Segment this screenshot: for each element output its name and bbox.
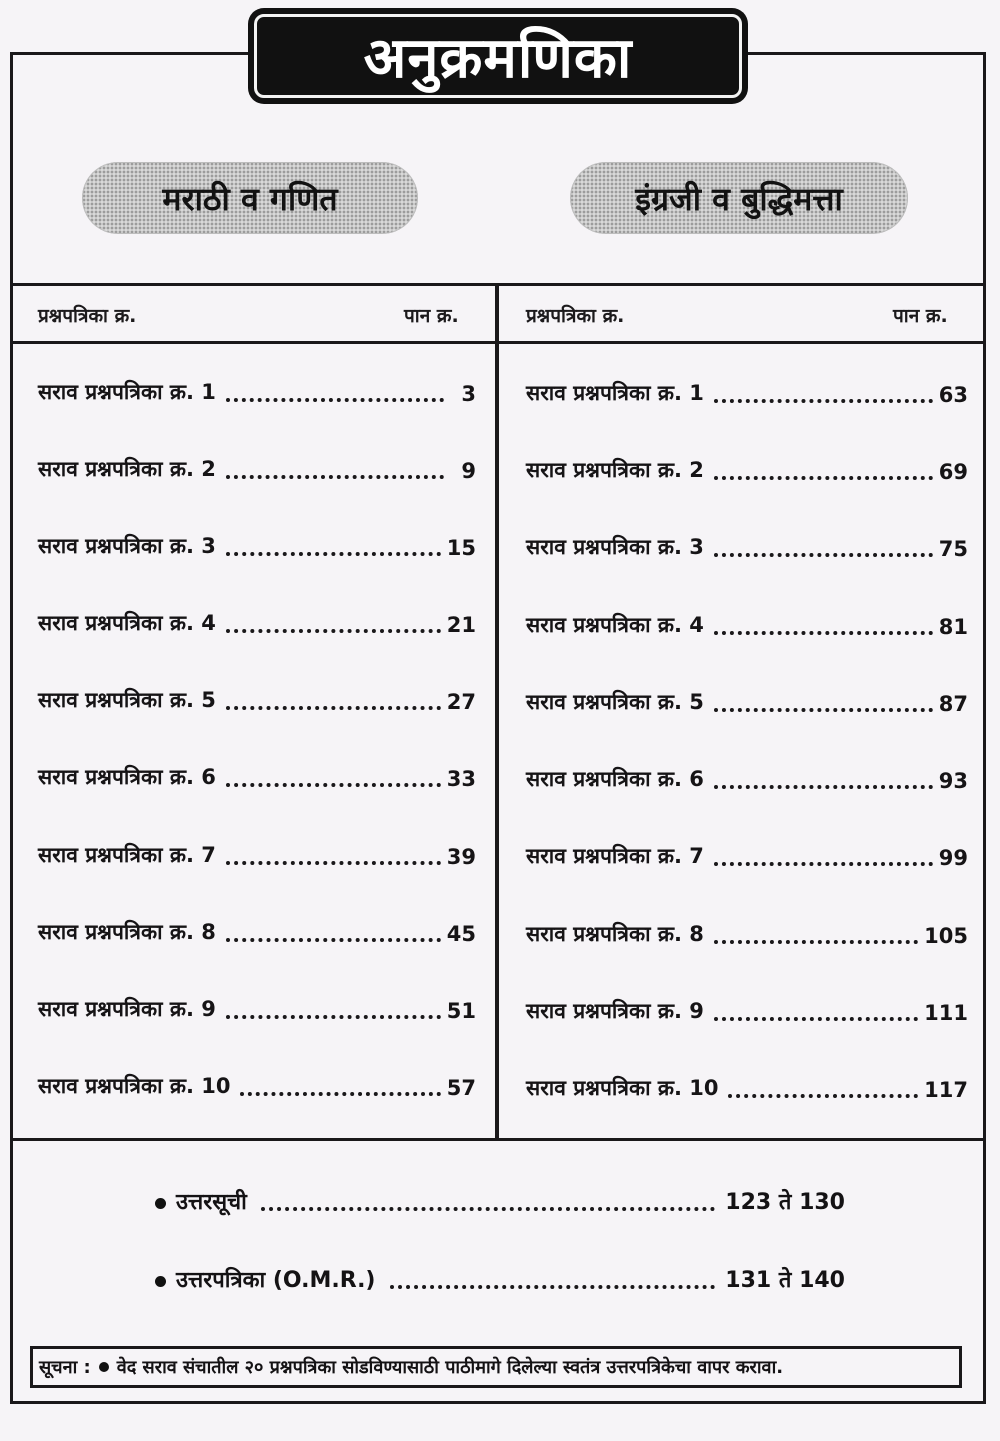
note-text: वेद सराव संचातील २० प्रश्नपत्रिका सोडविण्यासाठी पाठीमागे दिलेल्या स्वतंत्र उत्तरपत्रिकेचा वापर करावा. <box>116 1357 784 1378</box>
list-item: सराव प्रश्नपत्रिका क्र. 7 99 <box>526 844 968 870</box>
list-item: सराव प्रश्नपत्रिका क्र. 9 111 <box>526 999 968 1025</box>
right-col-label-header: प्रश्नपत्रिका क्र. <box>526 305 625 327</box>
list-item: सराव प्रश्नपत्रिका क्र. 10 117 <box>526 1076 968 1102</box>
note-prefix: सूचना : <box>39 1357 91 1378</box>
left-col-label-header: प्रश्नपत्रिका क्र. <box>38 305 137 327</box>
right-col-page-header: पान क्र. <box>893 305 948 327</box>
section-heading-marathi-math: मराठी व गणित <box>82 162 418 234</box>
column-divider <box>495 283 499 1141</box>
list-item: सराव प्रश्नपत्रिका क्र. 8 105 <box>526 922 968 948</box>
list-item: सराव प्रश्नपत्रिका क्र. 7 39 <box>38 843 476 869</box>
list-item: सराव प्रश्नपत्रिका क्र. 4 21 <box>38 611 476 637</box>
list-item: सराव प्रश्नपत्रिका क्र. 10 57 <box>38 1074 476 1100</box>
list-item: सराव प्रश्नपत्रिका क्र. 6 93 <box>526 767 968 793</box>
list-item: सराव प्रश्नपत्रिका क्र. 4 81 <box>526 613 968 639</box>
bullet-icon <box>99 1362 109 1372</box>
left-col-page-header: पान क्र. <box>404 305 459 327</box>
bullet-icon <box>155 1198 166 1209</box>
list-item: सराव प्रश्नपत्रिका क्र. 9 51 <box>38 997 476 1023</box>
list-item: सराव प्रश्नपत्रिका क्र. 6 33 <box>38 765 476 791</box>
answer-key-entry: उत्तरसूची 123 ते 130 <box>155 1186 845 1216</box>
page-title: अनुक्रमणिका <box>254 14 742 98</box>
list-item: सराव प्रश्नपत्रिका क्र. 5 27 <box>38 688 476 714</box>
list-item: सराव प्रश्नपत्रिका क्र. 3 15 <box>38 534 476 560</box>
omr-sheet-entry: उत्तरपत्रिका (O.M.R.) 131 ते 140 <box>155 1264 845 1294</box>
list-item: सराव प्रश्नपत्रिका क्र. 2 69 <box>526 458 968 484</box>
instruction-note <box>30 1346 962 1388</box>
bullet-icon <box>155 1276 166 1287</box>
title-banner <box>248 8 748 104</box>
section-heading-english-reasoning: इंग्रजी व बुद्धिमत्ता <box>570 162 908 234</box>
list-item: सराव प्रश्नपत्रिका क्र. 1 3 <box>38 380 476 406</box>
list-item: सराव प्रश्नपत्रिका क्र. 2 9 <box>38 457 476 483</box>
list-item: सराव प्रश्नपत्रिका क्र. 5 87 <box>526 690 968 716</box>
list-item: सराव प्रश्नपत्रिका क्र. 8 45 <box>38 920 476 946</box>
list-item: सराव प्रश्नपत्रिका क्र. 1 63 <box>526 381 968 407</box>
list-item: सराव प्रश्नपत्रिका क्र. 3 75 <box>526 535 968 561</box>
